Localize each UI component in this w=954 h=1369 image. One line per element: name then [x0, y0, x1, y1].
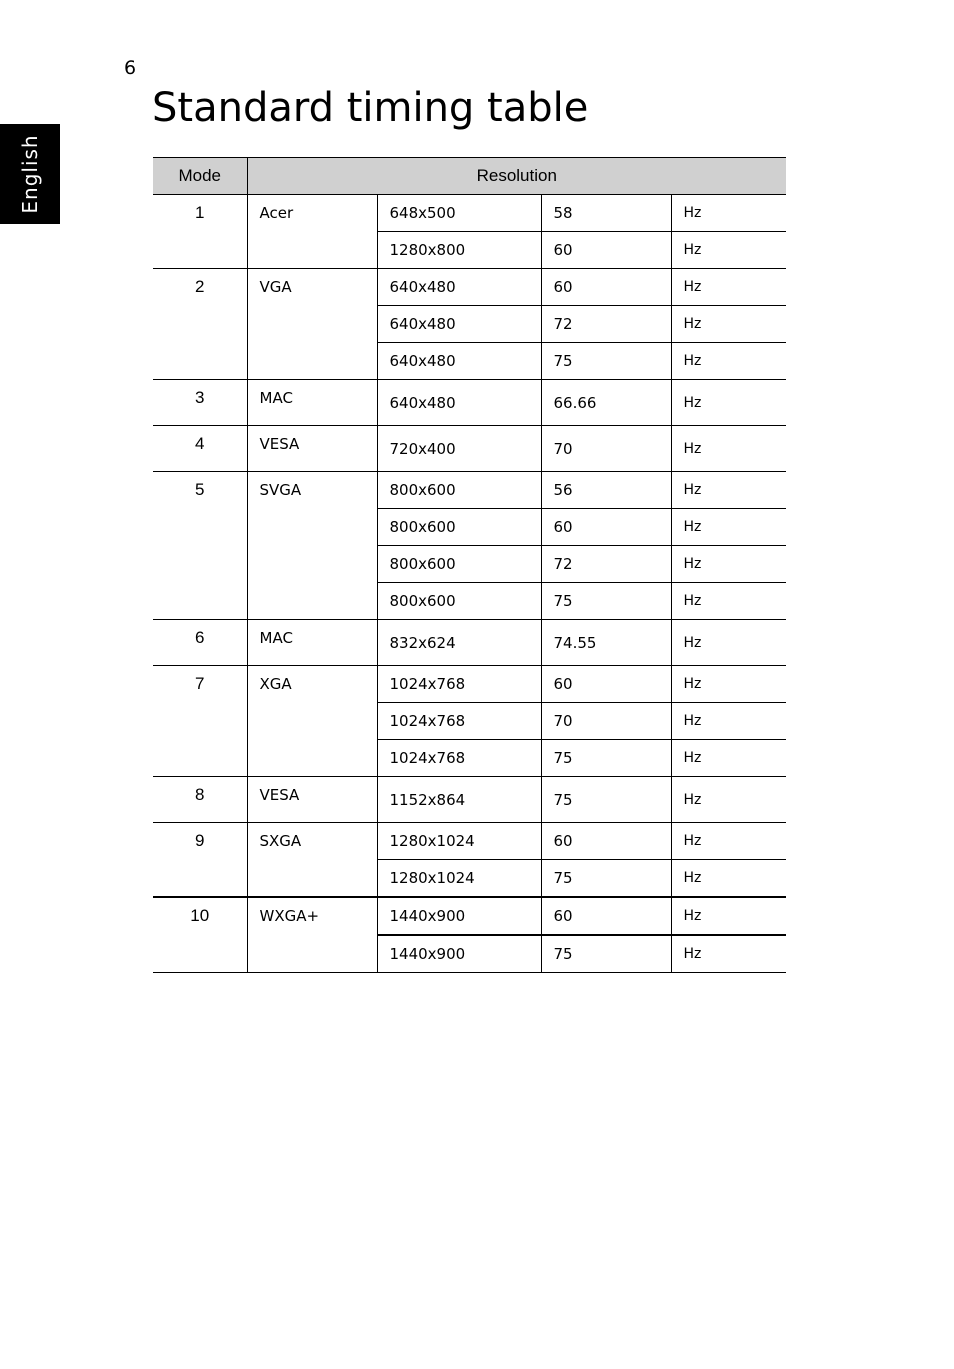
table-header-row [153, 158, 786, 195]
table-row [153, 823, 786, 860]
table-row [153, 426, 786, 472]
resolution-cell: 648x500 [377, 195, 541, 232]
mode-number-cell: 2 [153, 269, 247, 380]
resolution-cell: 1152x864 [377, 777, 541, 823]
refresh-rate-cell: 56 [541, 472, 671, 509]
table-row [153, 620, 786, 666]
unit-cell: Hz [671, 343, 786, 380]
refresh-rate-cell: 60 [541, 269, 671, 306]
refresh-rate-cell: 75 [541, 740, 671, 777]
standard-cell: MAC [247, 620, 377, 666]
resolution-cell: 1440x900 [377, 935, 541, 973]
unit-cell: Hz [671, 860, 786, 898]
standard-cell: SVGA [247, 472, 377, 620]
table-row [153, 897, 786, 935]
unit-cell: Hz [671, 823, 786, 860]
unit-cell: Hz [671, 195, 786, 232]
mode-number-cell: 10 [153, 897, 247, 973]
unit-cell: Hz [671, 232, 786, 269]
mode-number-cell: 6 [153, 620, 247, 666]
standard-cell: VGA [247, 269, 377, 380]
mode-number-cell: 5 [153, 472, 247, 620]
unit-cell: Hz [671, 740, 786, 777]
resolution-cell: 640x480 [377, 306, 541, 343]
page-number: 6 [124, 57, 137, 79]
table-row [153, 666, 786, 703]
refresh-rate-cell: 58 [541, 195, 671, 232]
refresh-rate-cell: 75 [541, 777, 671, 823]
resolution-cell: 640x480 [377, 380, 541, 426]
unit-cell: Hz [671, 426, 786, 472]
refresh-rate-cell: 70 [541, 703, 671, 740]
resolution-cell: 1024x768 [377, 703, 541, 740]
language-side-tab [0, 124, 60, 224]
resolution-cell: 800x600 [377, 472, 541, 509]
timing-table [153, 157, 786, 973]
page-title: Standard timing table [152, 85, 589, 131]
refresh-rate-cell: 72 [541, 546, 671, 583]
mode-number-cell: 1 [153, 195, 247, 269]
unit-cell: Hz [671, 703, 786, 740]
mode-number-cell: 7 [153, 666, 247, 777]
resolution-cell: 1280x1024 [377, 860, 541, 898]
standard-cell: WXGA+ [247, 897, 377, 973]
table-row [153, 472, 786, 509]
unit-cell: Hz [671, 897, 786, 935]
standard-cell: MAC [247, 380, 377, 426]
resolution-column-header: Resolution [247, 158, 786, 195]
mode-number-cell: 4 [153, 426, 247, 472]
refresh-rate-cell: 60 [541, 897, 671, 935]
resolution-cell: 800x600 [377, 546, 541, 583]
standard-cell: SXGA [247, 823, 377, 898]
unit-cell: Hz [671, 777, 786, 823]
standard-cell: VESA [247, 426, 377, 472]
standard-cell: XGA [247, 666, 377, 777]
resolution-cell: 1280x1024 [377, 823, 541, 860]
resolution-cell: 832x624 [377, 620, 541, 666]
refresh-rate-cell: 70 [541, 426, 671, 472]
resolution-cell: 800x600 [377, 583, 541, 620]
table-row [153, 777, 786, 823]
unit-cell: Hz [671, 509, 786, 546]
resolution-cell: 640x480 [377, 343, 541, 380]
resolution-cell: 1440x900 [377, 897, 541, 935]
unit-cell: Hz [671, 306, 786, 343]
table-row [153, 195, 786, 232]
refresh-rate-cell: 75 [541, 583, 671, 620]
refresh-rate-cell: 66.66 [541, 380, 671, 426]
refresh-rate-cell: 60 [541, 509, 671, 546]
unit-cell: Hz [671, 620, 786, 666]
resolution-cell: 1280x800 [377, 232, 541, 269]
side-tab-label: English [18, 134, 42, 214]
resolution-cell: 800x600 [377, 509, 541, 546]
unit-cell: Hz [671, 269, 786, 306]
standard-cell: Acer [247, 195, 377, 269]
refresh-rate-cell: 75 [541, 343, 671, 380]
unit-cell: Hz [671, 380, 786, 426]
refresh-rate-cell: 75 [541, 860, 671, 898]
mode-number-cell: 9 [153, 823, 247, 898]
refresh-rate-cell: 60 [541, 666, 671, 703]
resolution-cell: 720x400 [377, 426, 541, 472]
refresh-rate-cell: 60 [541, 823, 671, 860]
resolution-cell: 1024x768 [377, 666, 541, 703]
mode-number-cell: 3 [153, 380, 247, 426]
refresh-rate-cell: 72 [541, 306, 671, 343]
unit-cell: Hz [671, 935, 786, 973]
standard-cell: VESA [247, 777, 377, 823]
unit-cell: Hz [671, 666, 786, 703]
unit-cell: Hz [671, 546, 786, 583]
mode-column-header: Mode [153, 158, 247, 195]
resolution-cell: 1024x768 [377, 740, 541, 777]
resolution-cell: 640x480 [377, 269, 541, 306]
mode-number-cell: 8 [153, 777, 247, 823]
timing-table-body [153, 195, 786, 973]
unit-cell: Hz [671, 472, 786, 509]
refresh-rate-cell: 74.55 [541, 620, 671, 666]
unit-cell: Hz [671, 583, 786, 620]
table-row [153, 269, 786, 306]
refresh-rate-cell: 75 [541, 935, 671, 973]
table-row [153, 380, 786, 426]
refresh-rate-cell: 60 [541, 232, 671, 269]
